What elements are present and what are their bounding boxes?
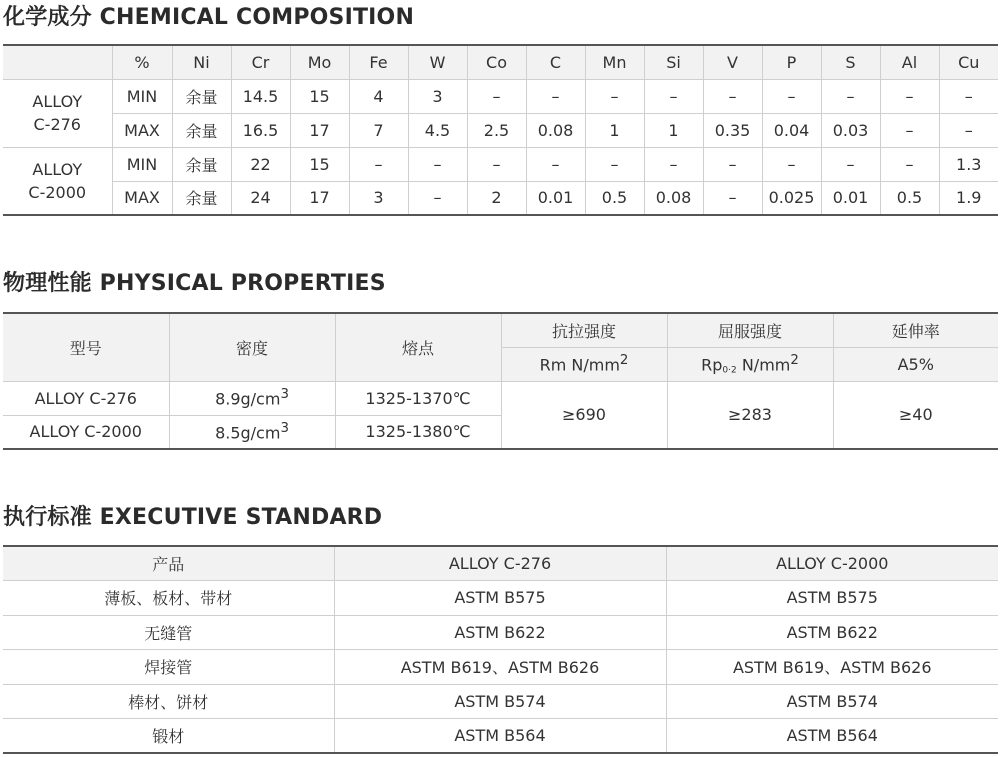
table-cell: MIN [112,79,172,113]
physical-properties-title: 物理性能 PHYSICAL PROPERTIES [3,271,386,296]
table-cell: 1.3 [939,147,998,181]
table-cell: 0.5 [880,181,939,215]
table-cell: – [644,79,703,113]
unit-superscript: 3 [280,387,289,403]
table-cell: 1325-1380℃ [335,415,501,449]
table-row [3,181,998,215]
table-cell: – [762,147,821,181]
executive-standard-title: 执行标准 EXECUTIVE STANDARD [3,505,383,530]
column-header: Co [467,45,526,79]
table-cell: MAX [112,181,172,215]
table-row [3,650,998,685]
unit-text: N/mm [736,355,791,375]
table-cell: – [349,147,408,181]
table-cell: 0.03 [821,113,880,147]
column-header: 抗拉强度 [501,313,667,347]
table-cell: 余量 [172,79,231,113]
table-cell: – [526,79,585,113]
table-cell: – [408,147,467,181]
table-cell: 0.025 [762,181,821,215]
column-header: W [408,45,467,79]
table-cell: ASTM B564 [666,719,998,754]
column-header: S [821,45,880,79]
column-header: Ni [172,45,231,79]
table-cell: – [703,79,762,113]
table-cell: 16.5 [231,113,290,147]
alloy-name-line: C-276 [33,115,81,134]
table-cell: – [467,147,526,181]
table-cell: 焊接管 [3,650,334,685]
column-header: ALLOY C-276 [334,546,666,581]
table-cell: – [703,181,762,215]
column-header: 屈服强度 [667,313,833,347]
alloy-name-cell [3,147,112,215]
table-row [3,719,998,754]
column-header [3,45,112,79]
column-header: C [526,45,585,79]
table-cell: 24 [231,181,290,215]
table-cell: – [408,181,467,215]
alloy-name-line: ALLOY [32,92,83,111]
table-header-row [3,313,998,347]
table-cell: ASTM B575 [334,581,666,616]
density-value: 8.5g/cm [215,423,281,443]
column-header: ALLOY C-2000 [666,546,998,581]
table-cell: – [526,147,585,181]
table-cell: ≥40 [833,381,998,449]
column-header: Al [880,45,939,79]
table-cell: 1325-1370℃ [335,381,501,415]
unit-superscript: 3 [280,421,289,437]
column-header: Cr [231,45,290,79]
table-row [3,381,998,415]
table-cell: 17 [290,181,349,215]
table-cell: 0.5 [585,181,644,215]
table-header-row [3,546,998,581]
table-header-row [3,45,998,79]
table-cell: ASTM B619、ASTM B626 [334,650,666,685]
column-header: Mo [290,45,349,79]
table-cell: 锻材 [3,719,334,754]
table-cell: – [939,79,998,113]
table-cell: – [467,79,526,113]
table-cell: ≥690 [501,381,667,449]
table-cell: MAX [112,113,172,147]
physical-properties-table [3,312,998,450]
table-cell: 薄板、板材、带材 [3,581,334,616]
table-row [3,581,998,616]
table-cell: ALLOY C-276 [3,381,169,415]
column-header: Si [644,45,703,79]
table-cell: 14.5 [231,79,290,113]
table-cell: ASTM B575 [666,581,998,616]
table-cell: 0.04 [762,113,821,147]
table-cell: ASTM B622 [334,615,666,650]
unit-superscript: 2 [619,353,629,369]
table-cell: MIN [112,147,172,181]
unit-text: Rp [701,355,723,375]
table-cell: ASTM B619、ASTM B626 [666,650,998,685]
table-cell: – [585,147,644,181]
column-header: % [112,45,172,79]
table-cell: 0.01 [821,181,880,215]
table-cell [169,415,335,449]
unit-superscript: 2 [790,352,799,368]
table-cell: 17 [290,113,349,147]
table-cell: 1 [644,113,703,147]
table-cell: 1 [585,113,644,147]
column-header: 熔点 [335,313,501,381]
table-cell: ALLOY C-2000 [3,415,169,449]
table-cell: ASTM B574 [666,684,998,719]
table-cell: 7 [349,113,408,147]
table-cell: – [585,79,644,113]
density-value: 8.9g/cm [215,389,281,409]
table-cell: 0.01 [526,181,585,215]
table-cell: – [821,79,880,113]
column-header: V [703,45,762,79]
table-cell: ASTM B574 [334,684,666,719]
table-cell: 3 [408,79,467,113]
table-cell: 15 [290,147,349,181]
table-cell: 无缝管 [3,615,334,650]
table-cell: 15 [290,79,349,113]
unit-header [667,347,833,381]
table-cell: 3 [349,181,408,215]
unit-subscript: 0·2 [722,365,737,376]
table-row [3,79,998,113]
table-cell: – [880,147,939,181]
table-cell: 0.08 [644,181,703,215]
table-cell: 棒材、饼材 [3,684,334,719]
column-header: Fe [349,45,408,79]
table-cell: ASTM B564 [334,719,666,754]
unit-text: Rm N/mm [539,355,620,375]
unit-header: A5% [833,347,998,381]
table-cell: 0.35 [703,113,762,147]
column-header: P [762,45,821,79]
table-cell: ≥283 [667,381,833,449]
table-cell: 4.5 [408,113,467,147]
table-row [3,113,998,147]
column-header: 产品 [3,546,334,581]
column-header: 密度 [169,313,335,381]
table-cell [169,381,335,415]
table-cell: ASTM B622 [666,615,998,650]
table-cell: – [703,147,762,181]
table-cell: 22 [231,147,290,181]
table-cell: – [880,113,939,147]
alloy-name-cell [3,79,112,147]
table-cell: 2.5 [467,113,526,147]
column-header: Mn [585,45,644,79]
table-cell: 4 [349,79,408,113]
table-cell: – [880,79,939,113]
chemical-composition-title: 化学成分 CHEMICAL COMPOSITION [3,5,415,30]
table-cell: 余量 [172,181,231,215]
table-cell: – [939,113,998,147]
column-header: 延伸率 [833,313,998,347]
table-cell: – [644,147,703,181]
chemical-composition-table [3,44,998,216]
column-header: 型号 [3,313,169,381]
executive-standard-table [3,545,998,754]
column-header: Cu [939,45,998,79]
table-cell: – [821,147,880,181]
table-row [3,615,998,650]
alloy-name-line: C-2000 [28,182,87,202]
table-cell: 1.9 [939,181,998,215]
table-cell: 余量 [172,113,231,147]
table-cell: 2 [467,181,526,215]
table-cell: 余量 [172,147,231,181]
table-cell: – [762,79,821,113]
table-row [3,684,998,719]
alloy-name-line: ALLOY [32,159,83,179]
unit-header [501,347,667,381]
table-row [3,147,998,181]
table-cell: 0.08 [526,113,585,147]
